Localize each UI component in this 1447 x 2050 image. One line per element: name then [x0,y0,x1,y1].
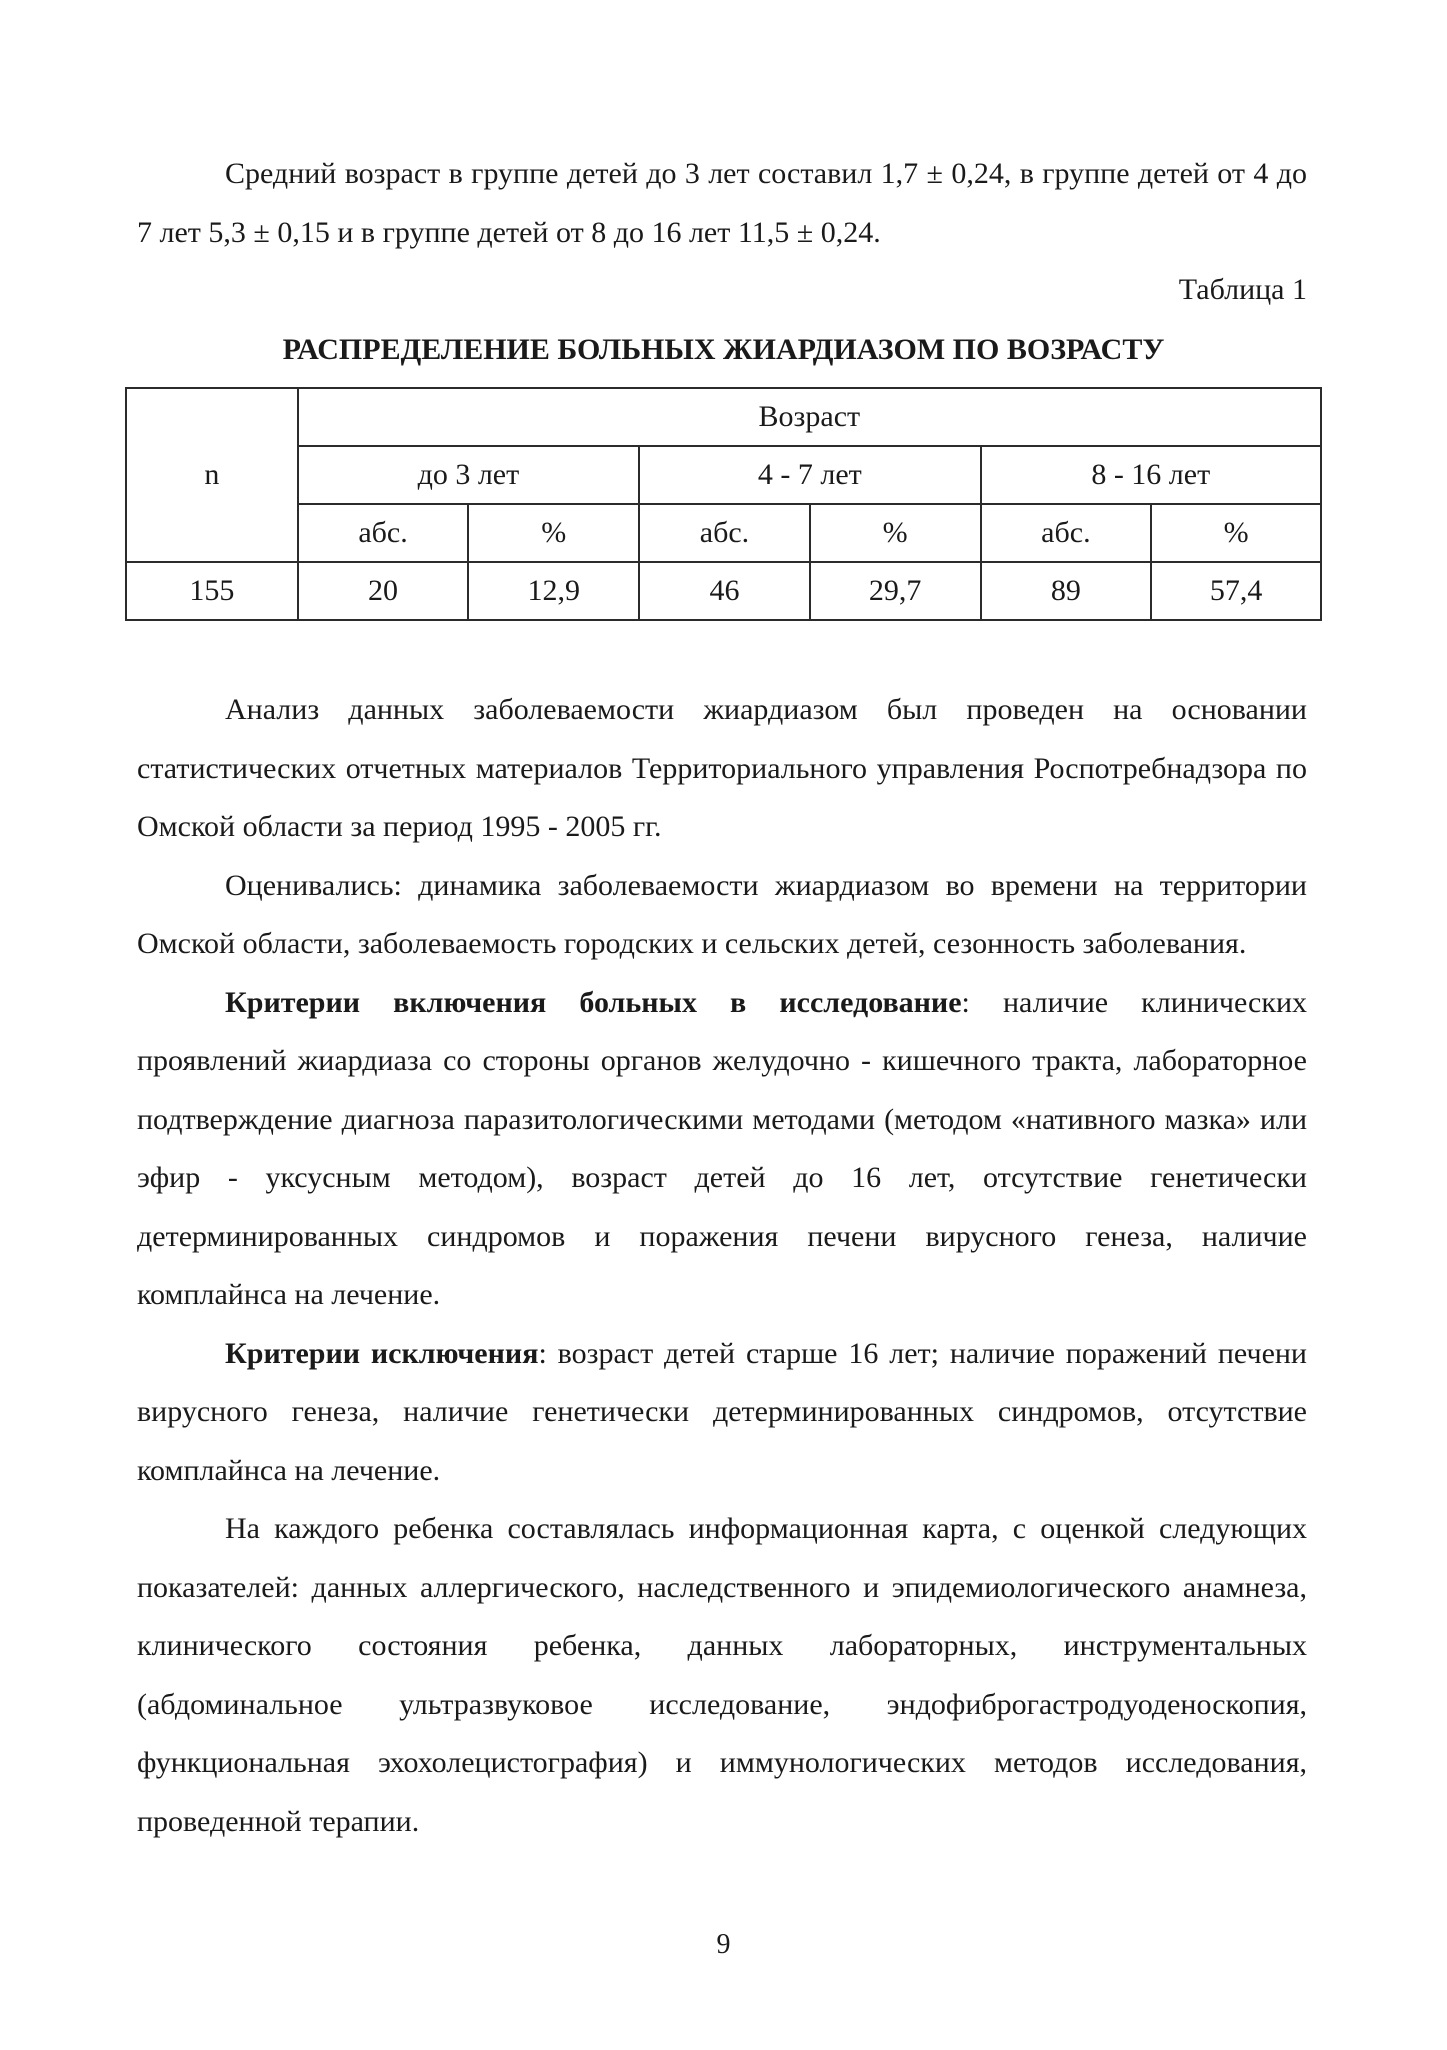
exclusion-criteria-text: : возраст детей старше 16 лет; наличие поражений печени вирусного генеза, наличие генетически детерминированных синдромов, отсутствие комплайнса на лечение. [137,1336,1307,1487]
exclusion-paragraph [137,1325,1307,1501]
age-distribution-table [125,387,1322,621]
card-paragraph: На каждого ребенка составлялась информационная карта, с оценкой следующих показателей: данных аллергического, наследственного и эпидемиологического анамнеза, клинического состояния ребенка, данных лабораторных, инструментальных (абдоминальное ультразвуковое исследование, эндофиброгастродуоденоскопия, функциональная эхохолецистография) и иммунологических методов исследования, проведенной терапии. [137,1512,1307,1838]
header-group-2: 4 - 7 лет [639,446,980,504]
table-caption: Таблица 1 [1178,273,1307,306]
subheader-pct: % [810,504,981,562]
inclusion-criteria-heading: Критерии включения больных в исследование [225,985,962,1019]
cell-group-3-pct: 57,4 [1151,562,1321,620]
analysis-paragraph: Анализ данных заболеваемости жиардиазом был проведен на основании статистических отчетных материалов Территориального управления Роспотребнадзора по Омской области за период 1995 - 2005 гг. [137,693,1307,843]
header-n: n [126,388,298,562]
intro-paragraph: Средний возраст в группе детей до 3 лет составил 1,7 ± 0,24, в группе детей от 4 до 7 лет 5,3 ± 0,15 и в группе детей от 8 до 16 лет 11,5 ± 0,24. [137,157,1307,249]
subheader-abs: абс. [639,504,810,562]
table-subheader-row [126,504,1321,562]
subheader-abs: абс. [298,504,469,562]
cell-group-2-abs: 46 [639,562,810,620]
subheader-pct: % [1151,504,1321,562]
body-text [137,681,1307,1851]
page-number: 9 [716,1929,731,1960]
evaluated-paragraph: Оценивались: динамика заболеваемости жиардиазом во времени на территории Омской области, заболеваемость городских и сельских детей, сезонность заболевания. [137,868,1307,960]
cell-group-1-abs: 20 [298,562,469,620]
cell-group-2-pct: 29,7 [810,562,981,620]
header-age: Возраст [298,388,1321,446]
header-group-1: до 3 лет [298,446,639,504]
exclusion-criteria-heading: Критерии исключения [225,1336,539,1370]
inclusion-paragraph [137,974,1307,1325]
table-group-row [126,446,1321,504]
header-group-3: 8 - 16 лет [981,446,1321,504]
table-title: РАСПРЕДЕЛЕНИЕ БОЛЬНЫХ ЖИАРДИАЗОМ ПО ВОЗРАСТУ [282,333,1165,366]
intro-block [137,145,1307,262]
inclusion-criteria-text: : наличие клинических проявлений жиардиаза со стороны органов желудочно - кишечного тракта, лабораторное подтверждение диагноза паразитологическими методами (методом «нативного мазка» или эфир - уксусным методом), возраст детей до 16 лет, отсутствие генетически детерминированных синдромов и поражения печени вирусного генеза, наличие комплайнса на лечение. [137,985,1307,1311]
table-header-row [126,388,1321,446]
table-row [126,562,1321,620]
subheader-pct: % [468,504,639,562]
cell-group-1-pct: 12,9 [468,562,639,620]
subheader-abs: абс. [981,504,1152,562]
cell-n: 155 [126,562,298,620]
cell-group-3-abs: 89 [981,562,1152,620]
